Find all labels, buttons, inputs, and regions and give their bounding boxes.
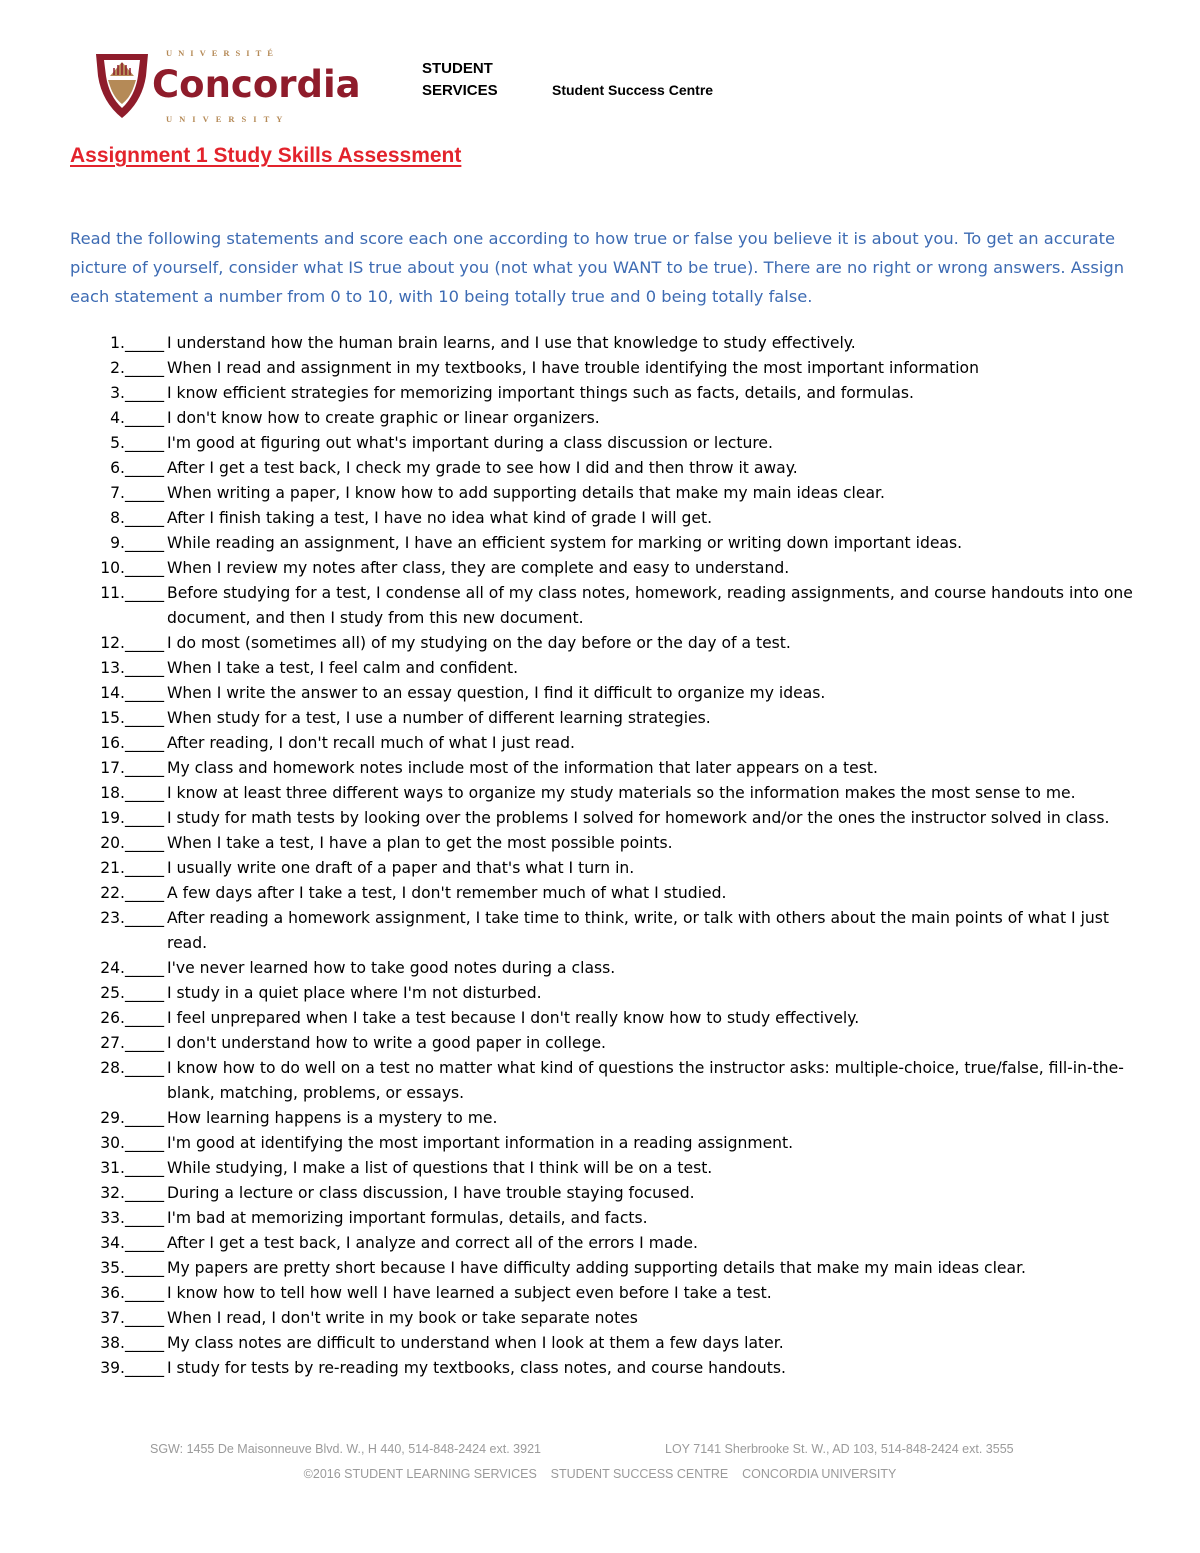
statement-text: After I get a test back, I analyze and correct all of the errors I made. (167, 1234, 698, 1252)
statement-item (70, 1356, 1140, 1381)
statement-item (70, 881, 1140, 906)
statement-item (70, 656, 1140, 681)
footer-copyright: ©2016 STUDENT LEARNING SERVICES STUDENT SUCCESS CENTRE CONCORDIA UNIVERSITY (303, 1467, 897, 1481)
statement-score-blank[interactable]: 3._____ (110, 384, 164, 402)
statement-text: I study for math tests by looking over the problems I solved for homework and/or the ones the instructor solved in class. (167, 809, 1110, 827)
statement-score-blank[interactable]: 9._____ (110, 534, 164, 552)
statement-item (70, 406, 1140, 431)
statement-list (70, 331, 1140, 1381)
statement-item (70, 706, 1140, 731)
statement-score-blank[interactable]: 34._____ (100, 1234, 164, 1252)
statement-score-blank[interactable]: 10._____ (100, 559, 164, 577)
statement-score-blank[interactable]: 24._____ (100, 959, 164, 977)
statement-text: Before studying for a test, I condense all of my class notes, homework, reading assignments, and course handouts into one document, and then I study from this new document. (167, 584, 1133, 627)
statement-item (70, 506, 1140, 531)
services-line-1: STUDENT (422, 60, 493, 77)
statement-text: When I take a test, I have a plan to get the most possible points. (167, 834, 673, 852)
statement-score-blank[interactable]: 14._____ (100, 684, 164, 702)
statement-item (70, 1206, 1140, 1231)
statement-score-blank[interactable]: 20._____ (100, 834, 164, 852)
statement-text: I don't understand how to write a good paper in college. (167, 1034, 607, 1052)
statement-score-blank[interactable]: 21._____ (100, 859, 164, 877)
statement-score-blank[interactable]: 25._____ (100, 984, 164, 1002)
statement-text: I understand how the human brain learns, and I use that knowledge to study effectively. (167, 334, 856, 352)
statement-score-blank[interactable]: 12._____ (100, 634, 164, 652)
centre-label: Student Success Centre (552, 82, 714, 98)
statement-text: My class and homework notes include most of the information that later appears on a test. (167, 759, 878, 777)
statement-text: When study for a test, I use a number of different learning strategies. (167, 709, 711, 727)
statement-text: I usually write one draft of a paper and that's what I turn in. (167, 859, 635, 877)
statement-text: I'm bad at memorizing important formulas, details, and facts. (167, 1209, 648, 1227)
statement-item (70, 356, 1140, 381)
statement-text: My class notes are difficult to understand when I look at them a few days later. (167, 1334, 784, 1352)
statement-text: When I write the answer to an essay question, I find it difficult to organize my ideas. (167, 684, 826, 702)
statement-score-blank[interactable]: 22._____ (100, 884, 164, 902)
statement-text: How learning happens is a mystery to me. (167, 1109, 498, 1127)
statement-item (70, 1181, 1140, 1206)
statement-score-blank[interactable]: 29._____ (100, 1109, 164, 1127)
statement-item (70, 631, 1140, 656)
statement-item (70, 381, 1140, 406)
statement-score-blank[interactable]: 33._____ (100, 1209, 164, 1227)
logo-wordmark: Concordia (152, 63, 361, 106)
statement-text: While studying, I make a list of questions that I think will be on a test. (167, 1159, 713, 1177)
statement-text: When I review my notes after class, they are complete and easy to understand. (167, 559, 790, 577)
logo-top-text: UNIVERSITÉ (166, 48, 279, 58)
statement-text: My papers are pretty short because I have difficulty adding supporting details that make my main ideas clear. (167, 1259, 1027, 1277)
statement-score-blank[interactable]: 35._____ (100, 1259, 164, 1277)
statement-text: I feel unprepared when I take a test because I don't really know how to study effectively. (167, 1009, 860, 1027)
statement-item (70, 1331, 1140, 1356)
statement-text: I'm good at identifying the most important information in a reading assignment. (167, 1134, 794, 1152)
statement-item (70, 1156, 1140, 1181)
student-services-label (422, 58, 498, 102)
services-line-2: SERVICES (422, 82, 498, 99)
statement-item (70, 981, 1140, 1006)
statement-text: I know how to tell how well I have learned a subject even before I take a test. (167, 1284, 772, 1302)
statement-item (70, 906, 1140, 956)
statement-score-blank[interactable]: 31._____ (100, 1159, 164, 1177)
statement-score-blank[interactable]: 30._____ (100, 1134, 164, 1152)
statement-text: After reading a homework assignment, I take time to think, write, or talk with others about the main points of what I just read. (167, 909, 1110, 952)
statement-item (70, 531, 1140, 556)
statement-score-blank[interactable]: 5._____ (110, 434, 164, 452)
statement-score-blank[interactable]: 18._____ (100, 784, 164, 802)
statement-score-blank[interactable]: 1._____ (110, 334, 164, 352)
statement-text: After I get a test back, I check my grade to see how I did and then throw it away. (167, 459, 798, 477)
statement-item (70, 581, 1140, 631)
statement-score-blank[interactable]: 28._____ (100, 1059, 164, 1077)
logo-bottom-text: UNIVERSITY (166, 114, 290, 124)
statement-item (70, 831, 1140, 856)
statement-score-blank[interactable]: 26._____ (100, 1009, 164, 1027)
statement-item (70, 1306, 1140, 1331)
statement-item (70, 681, 1140, 706)
statement-item (70, 781, 1140, 806)
statement-text: I'm good at figuring out what's important during a class discussion or lecture. (167, 434, 773, 452)
statement-text: I know efficient strategies for memorizing important things such as facts, details, and formulas. (167, 384, 914, 402)
page-header (94, 46, 794, 126)
statement-item (70, 456, 1140, 481)
statement-item (70, 1031, 1140, 1056)
footer-sgw-address: SGW: 1455 De Maisonneuve Blvd. W., H 440, 514-848-2424 ext. 3921 (150, 1442, 541, 1456)
statement-item (70, 856, 1140, 881)
statement-score-blank[interactable]: 19._____ (100, 809, 164, 827)
statement-text: I've never learned how to take good notes during a class. (167, 959, 616, 977)
statement-text: During a lecture or class discussion, I have trouble staying focused. (167, 1184, 695, 1202)
statement-text: I study for tests by re-reading my textbooks, class notes, and course handouts. (167, 1359, 786, 1377)
statement-item (70, 956, 1140, 981)
statement-item (70, 1281, 1140, 1306)
statement-item (70, 1131, 1140, 1156)
statement-text: While reading an assignment, I have an efficient system for marking or writing down important ideas. (167, 534, 963, 552)
statement-score-blank[interactable]: 39._____ (100, 1359, 164, 1377)
statement-text: After reading, I don't recall much of what I just read. (167, 734, 575, 752)
statement-item (70, 331, 1140, 356)
statement-score-blank[interactable]: 37._____ (100, 1309, 164, 1327)
statement-score-blank[interactable]: 7._____ (110, 484, 164, 502)
footer-loy-address: LOY 7141 Sherbrooke St. W., AD 103, 514-848-2424 ext. 3555 (665, 1442, 1014, 1456)
statement-text: I don't know how to create graphic or linear organizers. (167, 409, 600, 427)
concordia-logo (94, 46, 394, 126)
statement-item (70, 1256, 1140, 1281)
statement-item (70, 556, 1140, 581)
instructions-paragraph: Read the following statements and score each one according to how true or false you believe it is about you. To get an accurate picture of yourself, consider what IS true about you (not what you WANT to be true). There are no right or wrong answers. Assign each statement a number from 0 to 10, with 10 being totally true and 0 being totally false. (70, 229, 1125, 306)
statement-text: When I read and assignment in my textbooks, I have trouble identifying the most important information (167, 359, 979, 377)
statement-item (70, 431, 1140, 456)
statement-item (70, 756, 1140, 781)
statement-item (70, 1006, 1140, 1031)
statement-score-blank[interactable]: 38._____ (100, 1334, 164, 1352)
statement-score-blank[interactable]: 16._____ (100, 734, 164, 752)
statement-score-blank[interactable]: 15._____ (100, 709, 164, 727)
statement-text: After I finish taking a test, I have no idea what kind of grade I will get. (167, 509, 713, 527)
statement-score-blank[interactable]: 2._____ (110, 359, 164, 377)
statement-text: I know how to do well on a test no matter what kind of questions the instructor asks: multiple-choice, true/false, fill-in-the-blank, matching, problems, or essays. (167, 1059, 1124, 1102)
statement-score-blank[interactable]: 17._____ (100, 759, 164, 777)
statement-item (70, 1231, 1140, 1256)
page-title: Assignment 1 Study Skills Assessment (70, 144, 462, 167)
statement-item (70, 1056, 1140, 1106)
statement-score-blank[interactable]: 27._____ (100, 1034, 164, 1052)
statement-score-blank[interactable]: 4._____ (110, 409, 164, 427)
statement-text: I do most (sometimes all) of my studying on the day before or the day of a test. (167, 634, 791, 652)
statement-item (70, 481, 1140, 506)
statement-score-blank[interactable]: 36._____ (100, 1284, 164, 1302)
statement-score-blank[interactable]: 8._____ (110, 509, 164, 527)
statement-text: I study in a quiet place where I'm not disturbed. (167, 984, 542, 1002)
statement-score-blank[interactable]: 32._____ (100, 1184, 164, 1202)
statement-score-blank[interactable]: 13._____ (100, 659, 164, 677)
statement-item (70, 1106, 1140, 1131)
statement-text: When I take a test, I feel calm and confident. (167, 659, 519, 677)
statement-score-blank[interactable]: 23._____ (100, 909, 164, 927)
statement-text: When I read, I don't write in my book or take separate notes (167, 1309, 638, 1327)
statement-text: I know at least three different ways to organize my study materials so the information makes the most sense to me. (167, 784, 1076, 802)
statement-item (70, 806, 1140, 831)
statement-score-blank[interactable]: 11._____ (100, 584, 164, 602)
statement-text: When writing a paper, I know how to add supporting details that make my main ideas clear. (167, 484, 885, 502)
statement-score-blank[interactable]: 6._____ (110, 459, 164, 477)
statement-text: A few days after I take a test, I don't remember much of what I studied. (167, 884, 727, 902)
statement-item (70, 731, 1140, 756)
